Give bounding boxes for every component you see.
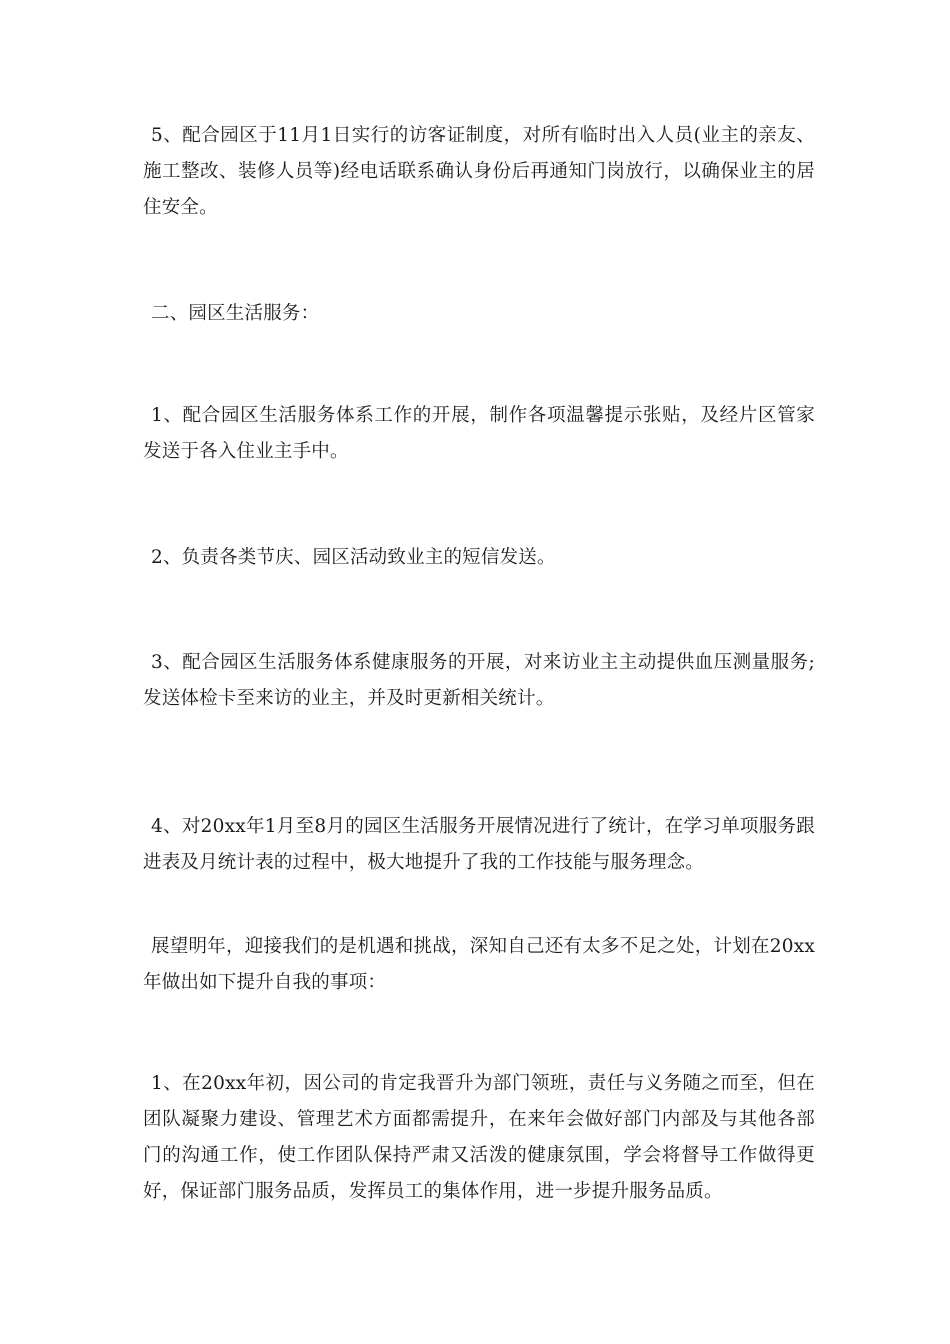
- paragraph-promotion-plan: 1、在20xx年初，因公司的肯定我晋升为部门领班，责任与义务随之而至，但在团队凝聚力建设、管理艺术方面都需提升，在来年会做好部门内部及与其他各部门的沟通工作，使工作团队保持严肃又活泼的健康氛围，学会将督导工作做得更好，保证部门服务品质，发挥员工的集体作用，进一步提升服务品质。: [143, 1073, 815, 1202]
- paragraph-reminder-posting: 1、配合园区生活服务体系工作的开展，制作各项温馨提示张贴，及经片区管家发送于各入住业主手中。: [143, 405, 815, 462]
- paragraph-health-service: 3、配合园区生活服务体系健康服务的开展，对来访业主主动提供血压测量服务;发送体检卡至来访的业主，并及时更新相关统计。: [143, 652, 815, 709]
- paragraph-statistics: 4、对20xx年1月至8月的园区生活服务开展情况进行了统计，在学习单项服务跟进表及月统计表的过程中，极大地提升了我的工作技能与服务理念。: [143, 816, 815, 873]
- paragraph-outlook: 展望明年，迎接我们的是机遇和挑战，深知自己还有太多不足之处，计划在20xx年做出如下提升自我的事项：: [143, 936, 815, 993]
- paragraph-sms-sending: 2、负责各类节庆、园区活动致业主的短信发送。: [151, 547, 556, 568]
- section-heading-life-service: 二、园区生活服务：: [151, 303, 320, 324]
- paragraph-visitor-pass: 5、配合园区于11月1日实行的访客证制度，对所有临时出入人员(业主的亲友、施工整改、装修人员等)经电话联系确认身份后再通知门岗放行，以确保业主的居住安全。: [143, 125, 815, 218]
